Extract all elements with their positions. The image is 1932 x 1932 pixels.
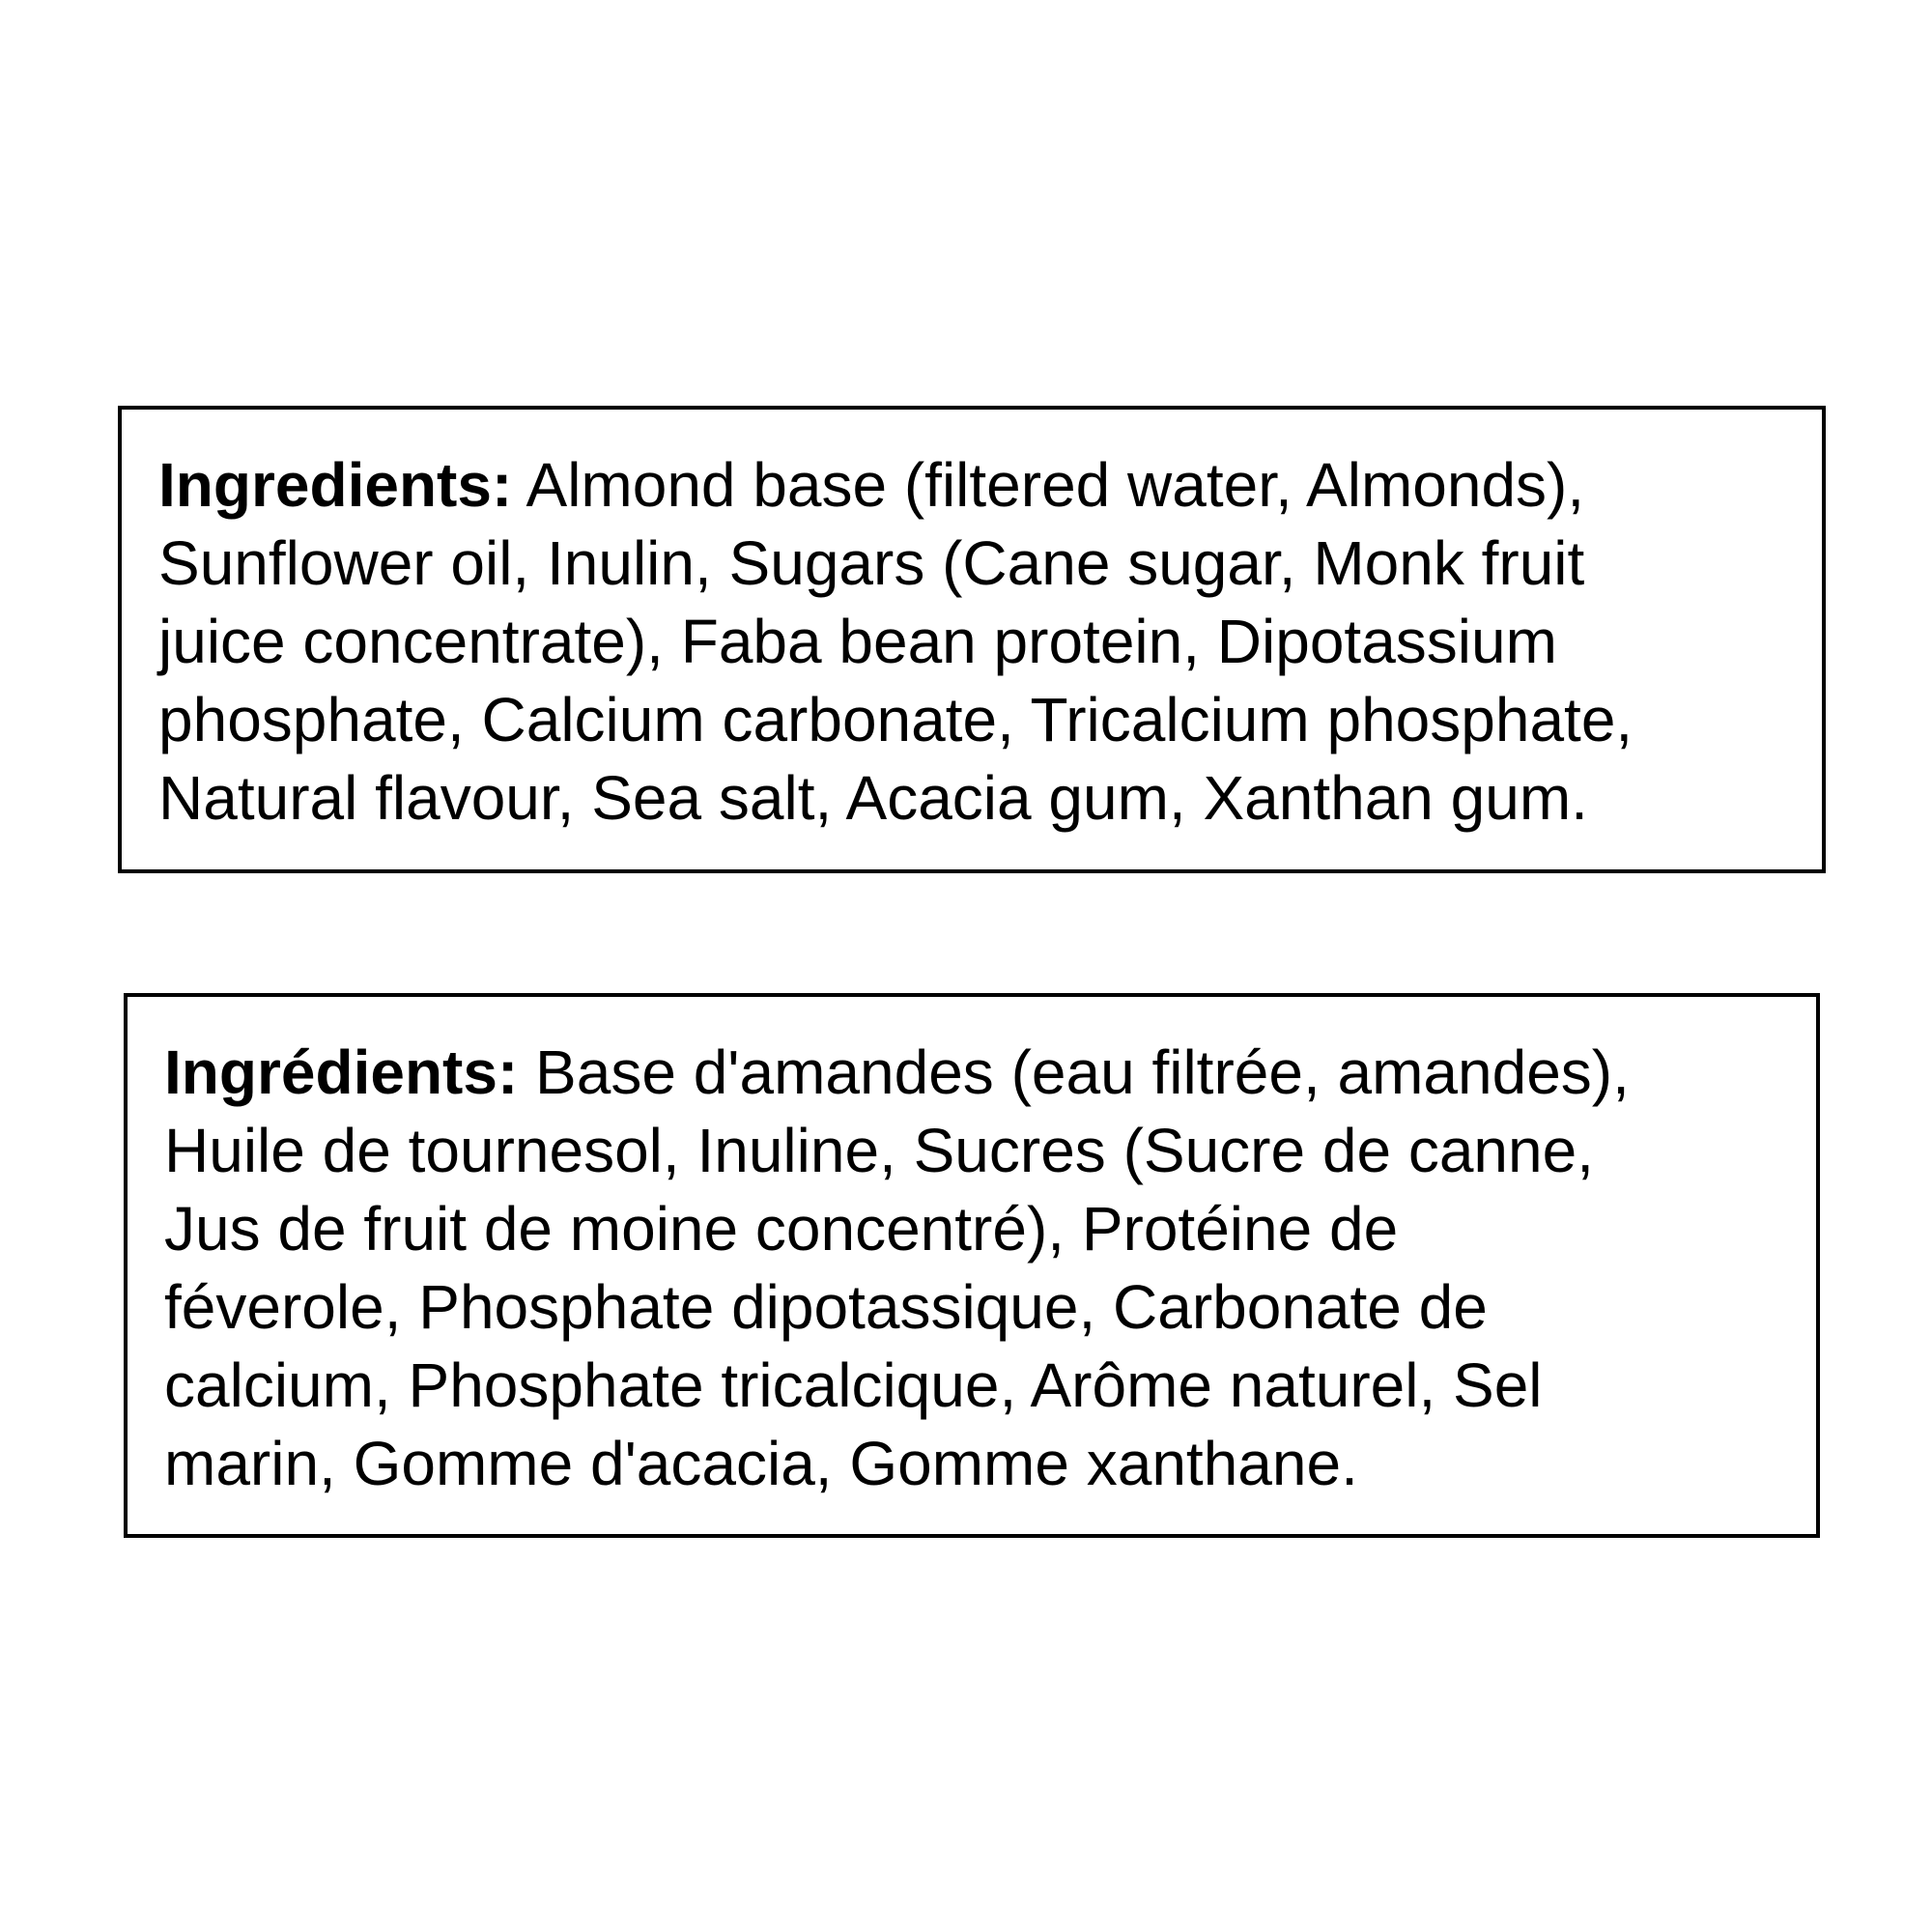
english-ingredients-line: Natural flavour, Sea salt, Acacia gum, Xanthan gum. bbox=[158, 763, 1588, 833]
english-ingredients-panel bbox=[118, 406, 1826, 873]
english-ingredients-line: Sunflower oil, Inulin, Sugars (Cane sugar, Monk fruit bbox=[158, 528, 1585, 598]
english-ingredients-line: Almond base (filtered water, Almonds), bbox=[512, 450, 1585, 520]
english-ingredients-label: Ingredients: bbox=[158, 450, 513, 520]
english-ingredients-text bbox=[158, 446, 1793, 838]
french-ingredients-line: calcium, Phosphate tricalcique, Arôme naturel, Sel bbox=[164, 1350, 1543, 1420]
french-ingredients-line: Base d'amandes (eau filtrée, amandes), bbox=[518, 1037, 1630, 1107]
french-ingredients-panel bbox=[124, 993, 1820, 1538]
french-ingredients-line: Huile de tournesol, Inuline, Sucres (Sucre de canne, bbox=[164, 1116, 1594, 1185]
french-ingredients-line: marin, Gomme d'acacia, Gomme xanthane. bbox=[164, 1429, 1358, 1498]
english-ingredients-line: juice concentrate), Faba bean protein, Dipotassium bbox=[158, 607, 1557, 676]
english-ingredients-line: phosphate, Calcium carbonate, Tricalcium phosphate, bbox=[158, 685, 1634, 754]
french-ingredients-label: Ingrédients: bbox=[164, 1037, 519, 1107]
french-ingredients-text bbox=[164, 1034, 1787, 1503]
french-ingredients-line: Jus de fruit de moine concentré), Protéine de bbox=[164, 1194, 1399, 1264]
french-ingredients-line: féverole, Phosphate dipotassique, Carbonate de bbox=[164, 1272, 1488, 1342]
